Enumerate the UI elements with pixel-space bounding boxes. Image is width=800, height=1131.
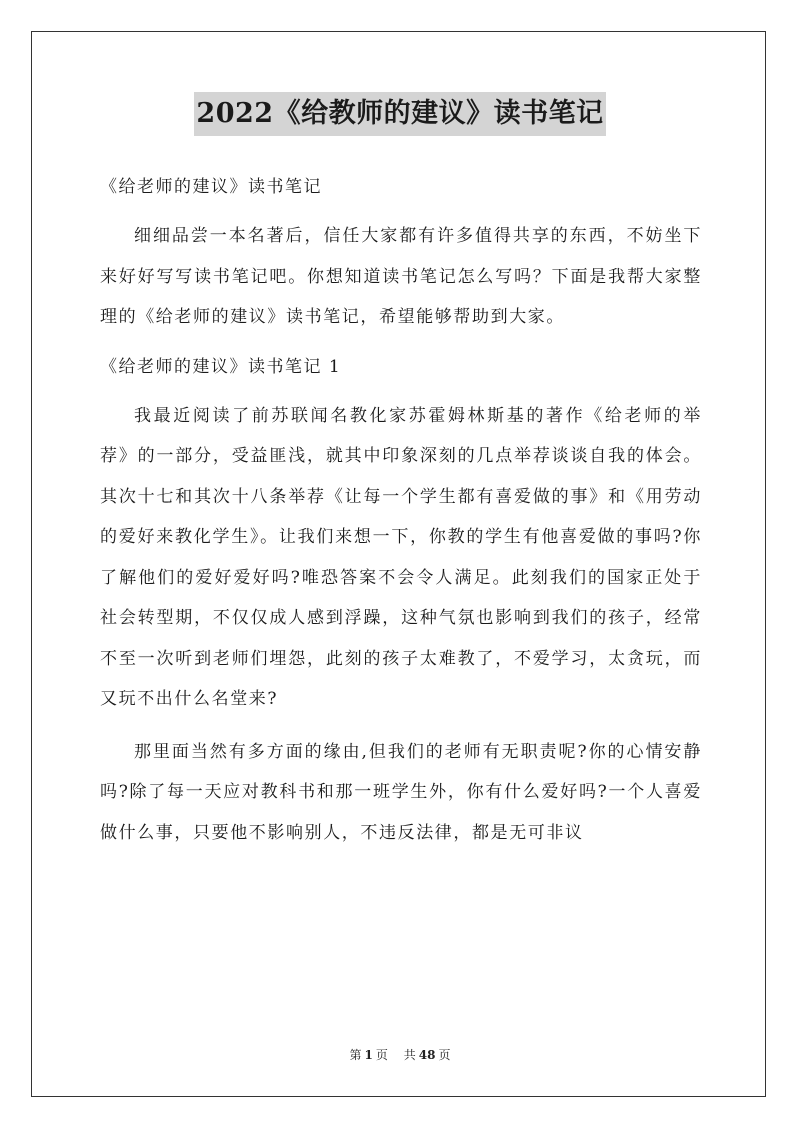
document-title: 2022《给教师的建议》读书笔记	[194, 92, 605, 136]
document-body	[100, 168, 702, 853]
body-paragraph-2: 那里面当然有多方面的缘由,但我们的老师有无职责呢?你的心情安静吗?除了每一天应对教科书和那一班学生外，你有什么爱好吗?一个人喜爱做什么事，只要他不影响别人，不违反法律，都是无可非议	[100, 741, 702, 843]
total-pages: 48	[418, 1048, 436, 1062]
section-heading: 《给老师的建议》读书笔记 1	[100, 356, 342, 377]
page-number: 1	[364, 1048, 373, 1062]
page-label-suffix: 页	[375, 1048, 388, 1062]
page-label-prefix: 第	[349, 1048, 362, 1062]
total-pages-indicator	[401, 1048, 454, 1062]
title-container	[0, 92, 800, 136]
intro-paragraph: 细细品尝一本名著后，信任大家都有许多值得共享的东西，不妨坐下来好好写写读书笔记吧。你想知道读书笔记怎么写吗？下面是我帮大家整理的《给老师的建议》读书笔记，希望能够帮助到大家。	[100, 226, 702, 327]
document-subtitle: 《给老师的建议》读书笔记	[100, 177, 322, 197]
page-indicator	[347, 1048, 391, 1062]
total-suffix: 页	[438, 1048, 451, 1062]
page-footer	[0, 1046, 800, 1063]
total-prefix: 共	[403, 1048, 416, 1062]
body-paragraph-1: 我最近阅读了前苏联闻名教化家苏霍姆林斯基的著作《给老师的举荐》的一部分，受益匪浅，就其中印象深刻的几点举荐谈谈自我的体会。其次十七和其次十八条举荐《让每一个学生都有喜爱做的事》和《用劳动的爱好来教化学生》。让我们来想一下，你教的学生有他喜爱做的事吗?你了解他们的爱好爱好吗?唯恐答案不会令人满足。此刻我们的国家正处于社会转型期，不仅仅成人感到浮躁，这种气氛也影响到我们的孩子，经常不至一次听到老师们埋怨，此刻的孩子太难教了，不爱学习，太贪玩，而又玩不出什么名堂来?	[100, 405, 702, 709]
